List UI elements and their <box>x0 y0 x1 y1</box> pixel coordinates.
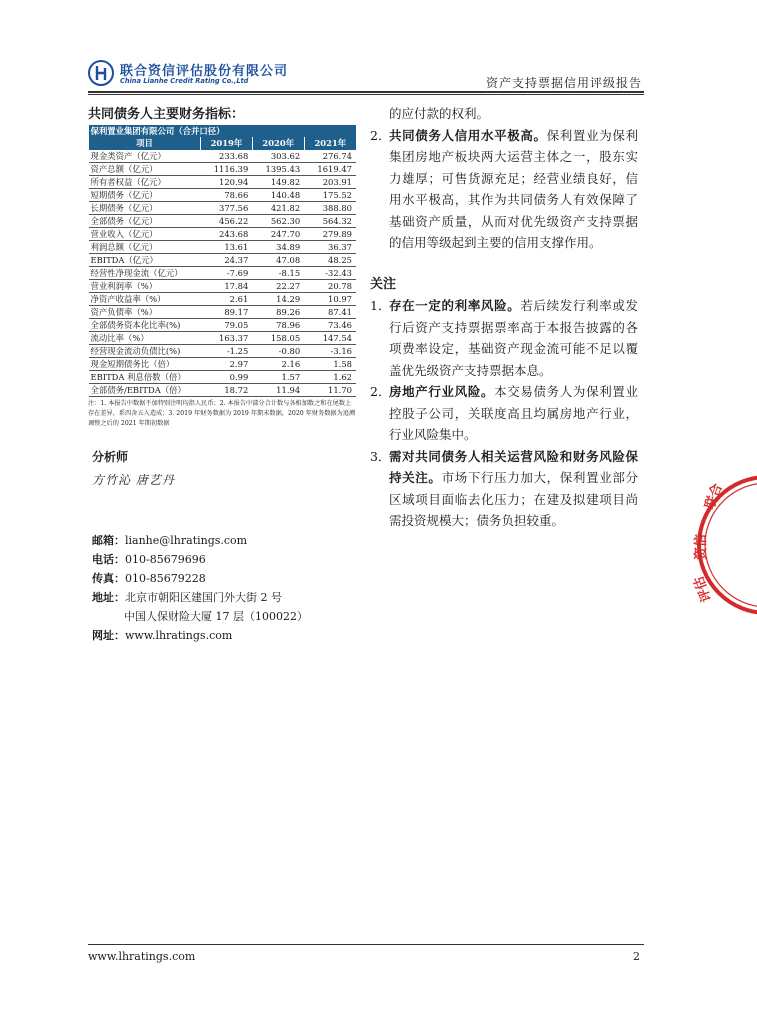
advantage-item-2 <box>370 125 638 254</box>
table-row <box>89 383 357 396</box>
row-value: 2.16 <box>252 357 304 370</box>
row-value: 562.30 <box>252 214 304 227</box>
financials-title: 共同债务人主要财务指标： <box>88 107 245 122</box>
row-value: 564.32 <box>304 214 356 227</box>
row-value: 2.97 <box>201 357 253 370</box>
svg-text:资信: 资信 <box>694 533 709 560</box>
item-heading: 存在一定的利率风险。 <box>389 298 521 313</box>
table-header-cell: 2020年 <box>252 137 304 149</box>
item-number: 3． <box>370 448 391 464</box>
row-label: 资产负债率（%） <box>89 305 201 318</box>
concern-item-3 <box>370 446 638 532</box>
row-label: 全部债务/EBITDA（倍） <box>89 383 201 396</box>
row-value: 276.74 <box>304 150 356 163</box>
right-column <box>370 103 638 532</box>
svg-text:评估: 评估 <box>691 574 715 604</box>
item-text: 市场下行压力加大，保利置业部分区域项目面临去化压力；在建及拟建项目尚需投资规模大；债务负担较重。 <box>389 470 638 528</box>
row-value: 1.58 <box>304 357 356 370</box>
row-value: 158.05 <box>252 331 304 344</box>
row-value: 303.62 <box>252 150 304 163</box>
row-value: 10.97 <box>304 292 356 305</box>
row-label: 利润总额（亿元） <box>89 240 201 253</box>
row-label: 经营性净现金流（亿元） <box>89 266 201 279</box>
row-label: 现金类资产（亿元） <box>89 150 201 163</box>
row-value: -0.80 <box>252 344 304 357</box>
company-name-en: China Lianhe Credit Rating Co.,Ltd <box>120 77 249 85</box>
item-heading: 房地产行业风险。 <box>389 384 495 399</box>
table-row <box>89 331 357 344</box>
lianhe-logo-icon <box>88 60 114 86</box>
row-label: 流动比率（%） <box>89 331 201 344</box>
row-value: 89.26 <box>252 305 304 318</box>
table-row <box>89 227 357 240</box>
email-value[interactable]: lianhe@lhratings.com <box>125 534 248 547</box>
item-number: 2． <box>370 384 391 399</box>
table-row <box>89 305 357 318</box>
row-value: 78.96 <box>252 318 304 331</box>
header-divider <box>88 91 644 93</box>
row-value: -32.43 <box>304 266 356 279</box>
table-row <box>89 318 357 331</box>
company-logo <box>88 60 388 90</box>
item-number: 1． <box>370 298 391 313</box>
table-row <box>89 266 357 279</box>
table-row <box>89 344 357 357</box>
row-value: 20.78 <box>304 279 356 292</box>
row-value: 17.84 <box>201 279 253 292</box>
row-label: EBITDA（亿元） <box>89 253 201 266</box>
row-label: EBITDA 利息倍数（倍） <box>89 370 201 383</box>
row-value: 89.17 <box>201 305 253 318</box>
web-label: 网址： <box>92 629 125 642</box>
email-label: 邮箱： <box>92 534 125 547</box>
row-value: 421.82 <box>252 201 304 214</box>
row-label: 现金短期债务比（倍） <box>89 357 201 370</box>
row-label: 营业利润率（%） <box>89 279 201 292</box>
row-value: 175.52 <box>304 188 356 201</box>
row-value: -7.69 <box>201 266 253 279</box>
row-value: 388.80 <box>304 201 356 214</box>
row-label: 所有者权益（亿元） <box>89 175 201 188</box>
footer-url[interactable]: www.lhratings.com <box>88 950 196 963</box>
row-value: 149.82 <box>252 175 304 188</box>
row-value: 1116.39 <box>201 162 253 175</box>
page-number: 2 <box>633 950 640 963</box>
contact-info <box>92 531 308 645</box>
row-value: 163.37 <box>201 331 253 344</box>
item-heading: 共同债务人信用水平极高。 <box>389 127 547 143</box>
row-value: 48.25 <box>304 253 356 266</box>
table-row <box>89 279 357 292</box>
row-value: 73.46 <box>304 318 356 331</box>
web-link[interactable]: www.lhratings.com <box>125 629 233 642</box>
row-label: 长期债务（亿元） <box>89 201 201 214</box>
row-value: 0.99 <box>201 370 253 383</box>
table-row <box>89 175 357 188</box>
row-value: 279.89 <box>304 227 356 240</box>
address-label: 地址： <box>92 591 125 604</box>
row-value: 203.91 <box>304 175 356 188</box>
analyst-names: 方竹沁 唐艺丹 <box>92 473 175 487</box>
financials-section <box>88 103 356 429</box>
row-value: 11.94 <box>252 383 304 396</box>
row-value: 1395.43 <box>252 162 304 175</box>
item-text: 若后续发行利率或发行后资产支持票据票率高于本报告披露的各项费率设定，基础资产现金流可能不足以覆盖优先级资产支持票据本息。 <box>389 298 638 378</box>
row-value: 120.94 <box>201 175 253 188</box>
row-value: 1.57 <box>252 370 304 383</box>
row-value: 47.08 <box>252 253 304 266</box>
row-value: 14.29 <box>252 292 304 305</box>
table-row <box>89 201 357 214</box>
row-value: 147.54 <box>304 331 356 344</box>
concern-item-1 <box>370 295 638 381</box>
row-label: 经营现金流动负债比(%) <box>89 344 201 357</box>
concern-heading: 关注 <box>370 276 397 292</box>
analyst-section <box>92 448 360 488</box>
concern-item-2 <box>370 381 638 446</box>
table-header-cell: 2021年 <box>304 137 356 149</box>
row-value: 377.56 <box>201 201 253 214</box>
row-value: 11.70 <box>304 383 356 396</box>
fax-value: 010-85679228 <box>125 572 206 585</box>
row-value: 78.66 <box>201 188 253 201</box>
row-value: 24.37 <box>201 253 253 266</box>
table-row <box>89 370 357 383</box>
row-value: 1619.47 <box>304 162 356 175</box>
row-value: 18.72 <box>201 383 253 396</box>
table-row <box>89 292 357 305</box>
phone-label: 电话： <box>92 553 125 566</box>
table-row <box>89 214 357 227</box>
address-line-1: 北京市朝阳区建国门外大街 2 号 <box>125 591 282 604</box>
row-value: 2.61 <box>201 292 253 305</box>
row-value: 140.48 <box>252 188 304 201</box>
table-header-cell: 2019年 <box>201 137 253 149</box>
table-row <box>89 162 357 175</box>
svg-text:联合: 联合 <box>702 481 726 512</box>
header-divider-thin <box>88 94 644 95</box>
item-heading: 需对共同债务人相关运营风险和财务风险保持关注。 <box>389 448 638 485</box>
row-value: 1.62 <box>304 370 356 383</box>
table-footnote: 注：1. 本报告中数据不加特别注明均指人民币；2. 本报告中部分合计数与各相加数之和在尾数上存在差异，系四舍五入造成；3. 2019 年财务数据为 2019 年期末数据，2020 年财务数据为追溯调整之后的 2021 年期初数据 <box>88 399 356 427</box>
row-value: 243.68 <box>201 227 253 240</box>
company-name-cn: 联合资信评估股份有限公司 <box>120 64 289 79</box>
seal-stamp-icon <box>691 440 757 650</box>
address-line-2: 中国人保财险大厦 17 层（100022） <box>124 610 308 623</box>
row-value: 34.89 <box>252 240 304 253</box>
row-value: -1.25 <box>201 344 253 357</box>
item-text: 本交易债务人为保利置业控股子公司，关联度高且均属房地产行业，行业风险集中。 <box>389 384 638 442</box>
row-value: -8.15 <box>252 266 304 279</box>
analyst-title: 分析师 <box>92 450 129 464</box>
row-value: 36.37 <box>304 240 356 253</box>
financial-table <box>88 125 356 397</box>
item-text: 保利置业为保利集团房地产板块两大运营主体之一，股东实力雄厚；可售货源充足；经营业绩良好，信用水平极高，其作为共同债务人有效保障了基础资产质量，从而对优先级资产支持票据的信用等级起到主要的信用支撑作用。 <box>389 127 638 250</box>
table-row <box>89 150 357 163</box>
row-label: 短期债务（亿元） <box>89 188 201 201</box>
continued-text: 的应付款的权利。 <box>389 106 490 121</box>
table-row <box>89 240 357 253</box>
item-number: 2． <box>370 127 391 143</box>
table-company-name: 保利置业集团有限公司（合并口径） <box>89 125 357 137</box>
row-value: 233.68 <box>201 150 253 163</box>
row-value: 22.27 <box>252 279 304 292</box>
footer-divider <box>88 944 644 945</box>
row-value: 79.05 <box>201 318 253 331</box>
row-value: -3.16 <box>304 344 356 357</box>
table-row <box>89 253 357 266</box>
fax-label: 传真： <box>92 572 125 585</box>
table-row <box>89 357 357 370</box>
row-value: 456.22 <box>201 214 253 227</box>
phone-value: 010-85679696 <box>125 553 206 566</box>
report-title: 资产支持票据信用评级报告 <box>485 76 642 90</box>
row-value: 87.41 <box>304 305 356 318</box>
table-row <box>89 188 357 201</box>
row-label: 净资产收益率（%） <box>89 292 201 305</box>
table-header-cell: 项目 <box>89 137 201 149</box>
row-label: 全部债务（亿元） <box>89 214 201 227</box>
row-label: 全部债务资本化比率(%) <box>89 318 201 331</box>
row-value: 247.70 <box>252 227 304 240</box>
row-value: 13.61 <box>201 240 253 253</box>
row-label: 营业收入（亿元） <box>89 227 201 240</box>
row-label: 资产总额（亿元） <box>89 162 201 175</box>
